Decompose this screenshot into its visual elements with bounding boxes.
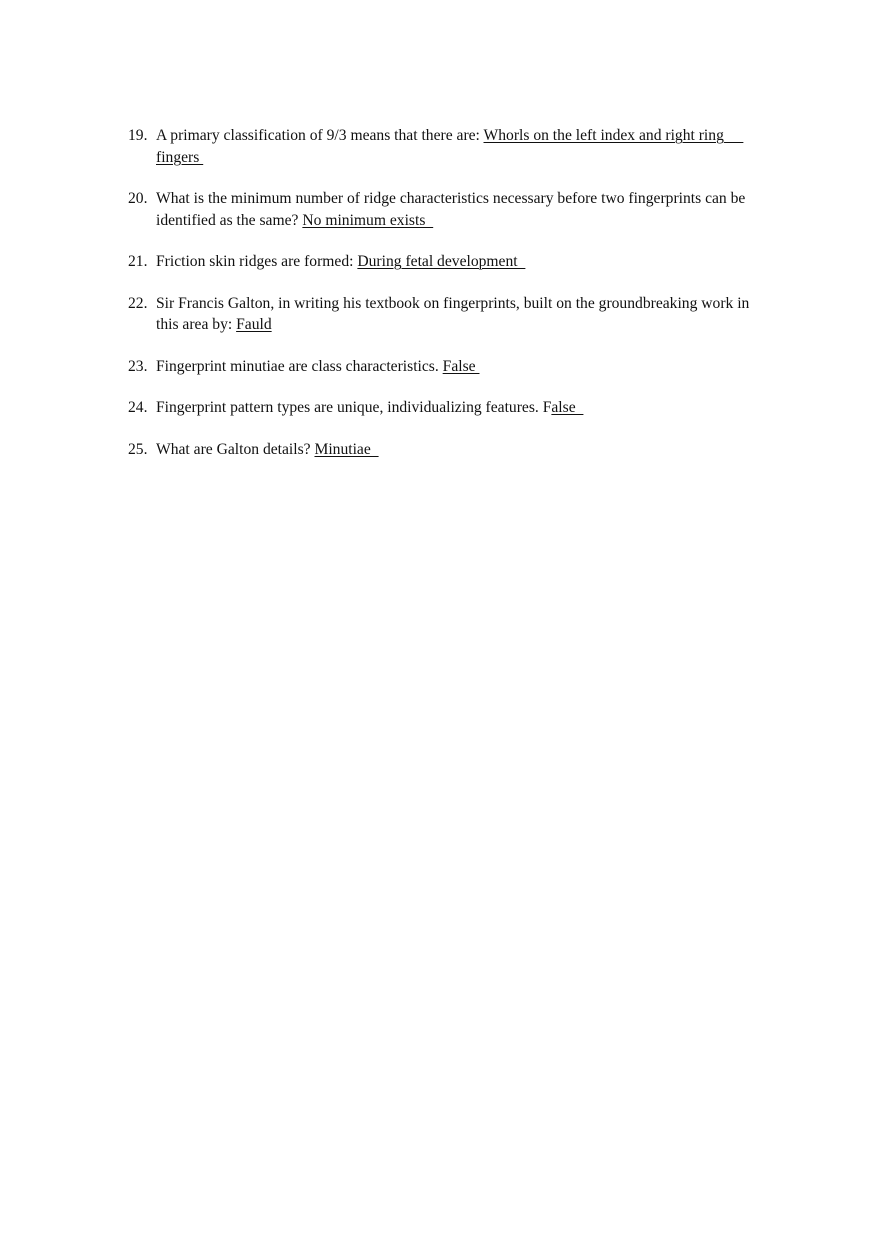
question-text: What are Galton details?: [156, 440, 315, 458]
question-item-22: [128, 293, 760, 336]
answer-text: alse: [551, 399, 584, 416]
question-item-23: [128, 356, 760, 378]
answer-text: Whorls on the left index and right ring fingers: [156, 127, 744, 166]
question-number: 24.: [128, 399, 148, 416]
question-number: 25.: [128, 440, 148, 458]
question-number: 21.: [128, 253, 148, 270]
answer-text: No minimum exists: [302, 211, 434, 229]
question-item-25: [128, 439, 760, 461]
answer-text: During fetal development: [357, 253, 526, 270]
question-item-21: [128, 251, 760, 273]
question-item-20: [128, 188, 760, 231]
question-text: What is the minimum number of ridge characteristics necessary before two fingerprints can be identified as the same?: [156, 190, 746, 229]
question-text: Fingerprint pattern types are unique, individualizing features. F: [156, 399, 552, 416]
question-number: 23.: [128, 357, 148, 375]
answer-text: Minutiae: [314, 440, 379, 458]
question-item-19: [128, 125, 760, 168]
question-number: 19.: [128, 127, 148, 144]
answer-text: False: [442, 357, 480, 375]
question-text: Friction skin ridges are formed:: [156, 253, 358, 270]
question-item-24: [128, 397, 760, 419]
question-number: 22.: [128, 294, 148, 312]
question-text: A primary classification of 9/3 means that there are:: [156, 127, 484, 144]
question-list: [128, 125, 760, 480]
question-text: Sir Francis Galton, in writing his textbook on fingerprints, built on the groundbreaking work in this area by:: [156, 294, 750, 333]
answer-text: Fauld: [236, 316, 272, 333]
question-text: Fingerprint minutiae are class characteristics.: [156, 357, 443, 375]
question-number: 20.: [128, 190, 148, 207]
